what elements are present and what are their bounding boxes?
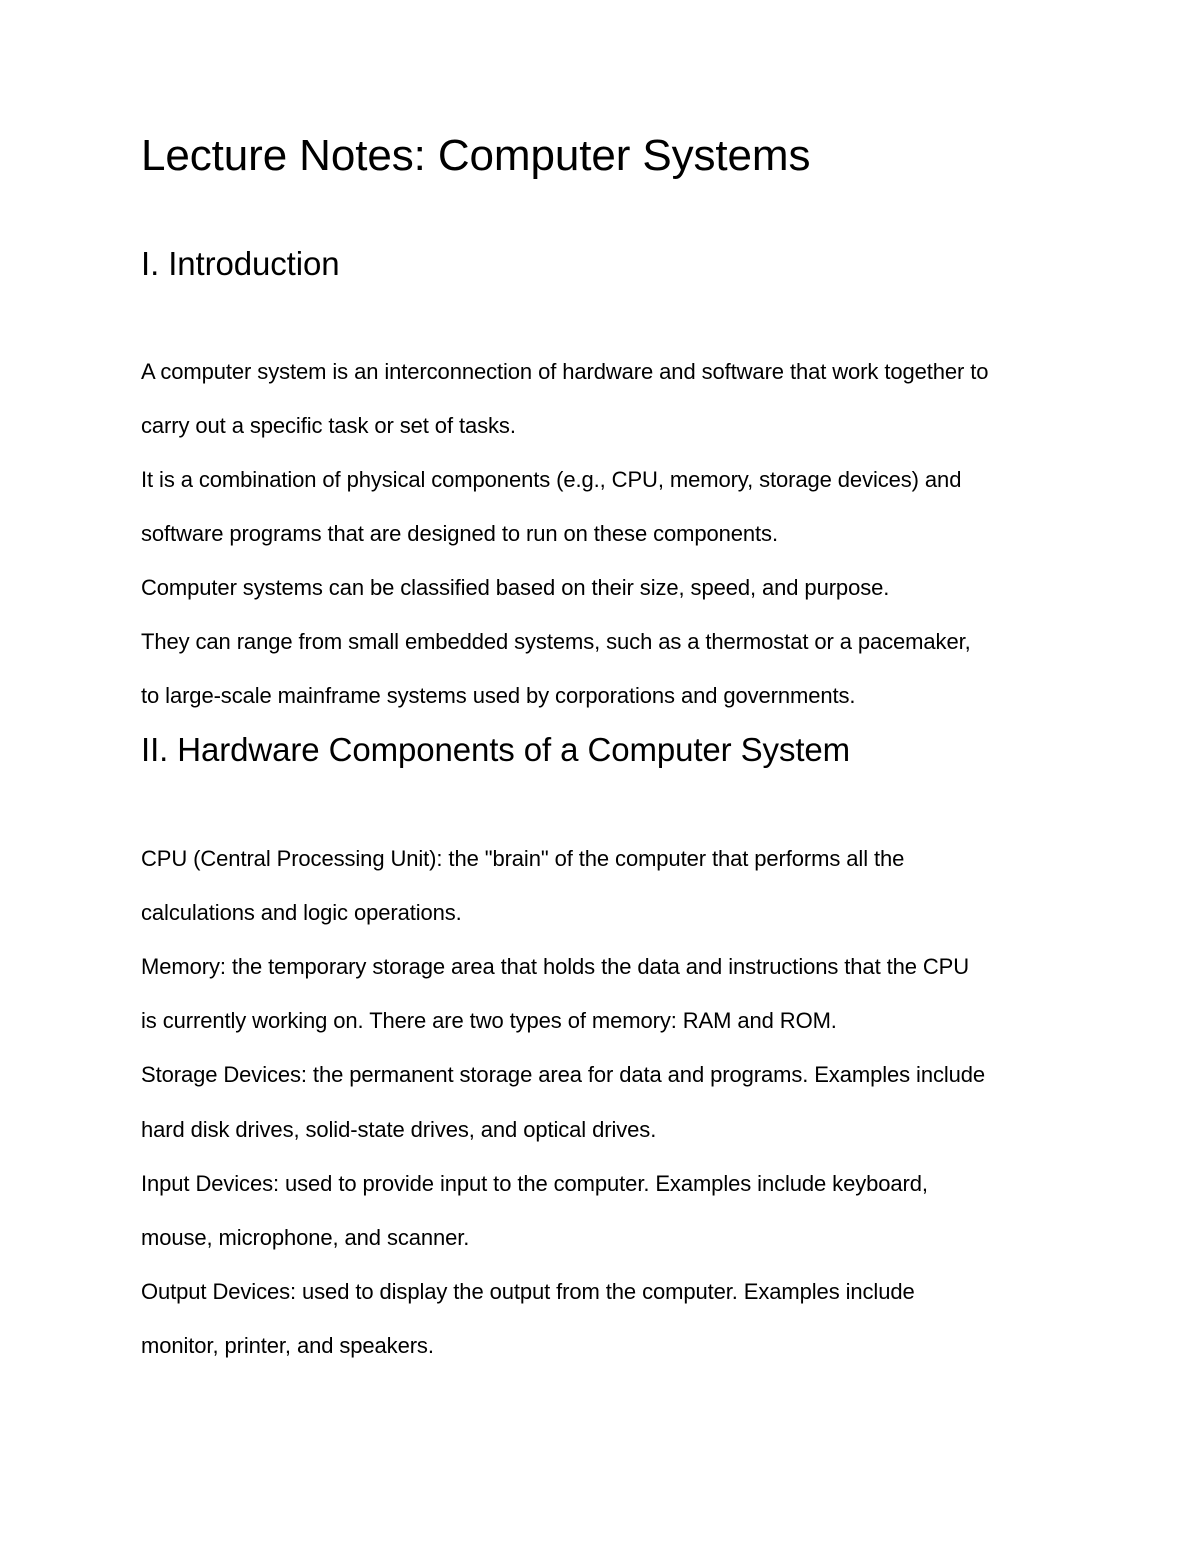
text-line: mouse, microphone, and scanner.	[141, 1225, 470, 1250]
section-heading-hardware: II. Hardware Components of a Computer System	[141, 731, 851, 768]
text-line: Output Devices: used to display the output from the computer. Examples include	[141, 1279, 915, 1304]
text-line: carry out a specific task or set of tasks.	[141, 413, 516, 438]
section-heading-introduction: I. Introduction	[141, 245, 340, 282]
text-line: A computer system is an interconnection of hardware and software that work together to	[141, 359, 989, 384]
text-line: software programs that are designed to run on these components.	[141, 521, 778, 546]
text-line: Input Devices: used to provide input to the computer. Examples include keyboard,	[141, 1171, 928, 1196]
text-line: is currently working on. There are two types of memory: RAM and ROM.	[141, 1008, 837, 1033]
document-title: Lecture Notes: Computer Systems	[141, 131, 811, 180]
text-line: hard disk drives, solid-state drives, and optical drives.	[141, 1117, 657, 1142]
text-line: to large-scale mainframe systems used by corporations and governments.	[141, 683, 856, 708]
text-line: calculations and logic operations.	[141, 900, 462, 925]
text-line: Storage Devices: the permanent storage area for data and programs. Examples include	[141, 1062, 986, 1087]
text-line: CPU (Central Processing Unit): the "brain" of the computer that performs all the	[141, 846, 905, 871]
text-line: Computer systems can be classified based on their size, speed, and purpose.	[141, 575, 890, 600]
text-line: It is a combination of physical components (e.g., CPU, memory, storage devices) and	[141, 467, 962, 492]
text-line: They can range from small embedded systems, such as a thermostat or a pacemaker,	[141, 629, 971, 654]
text-line: monitor, printer, and speakers.	[141, 1333, 434, 1358]
text-line: Memory: the temporary storage area that holds the data and instructions that the CPU	[141, 954, 970, 979]
